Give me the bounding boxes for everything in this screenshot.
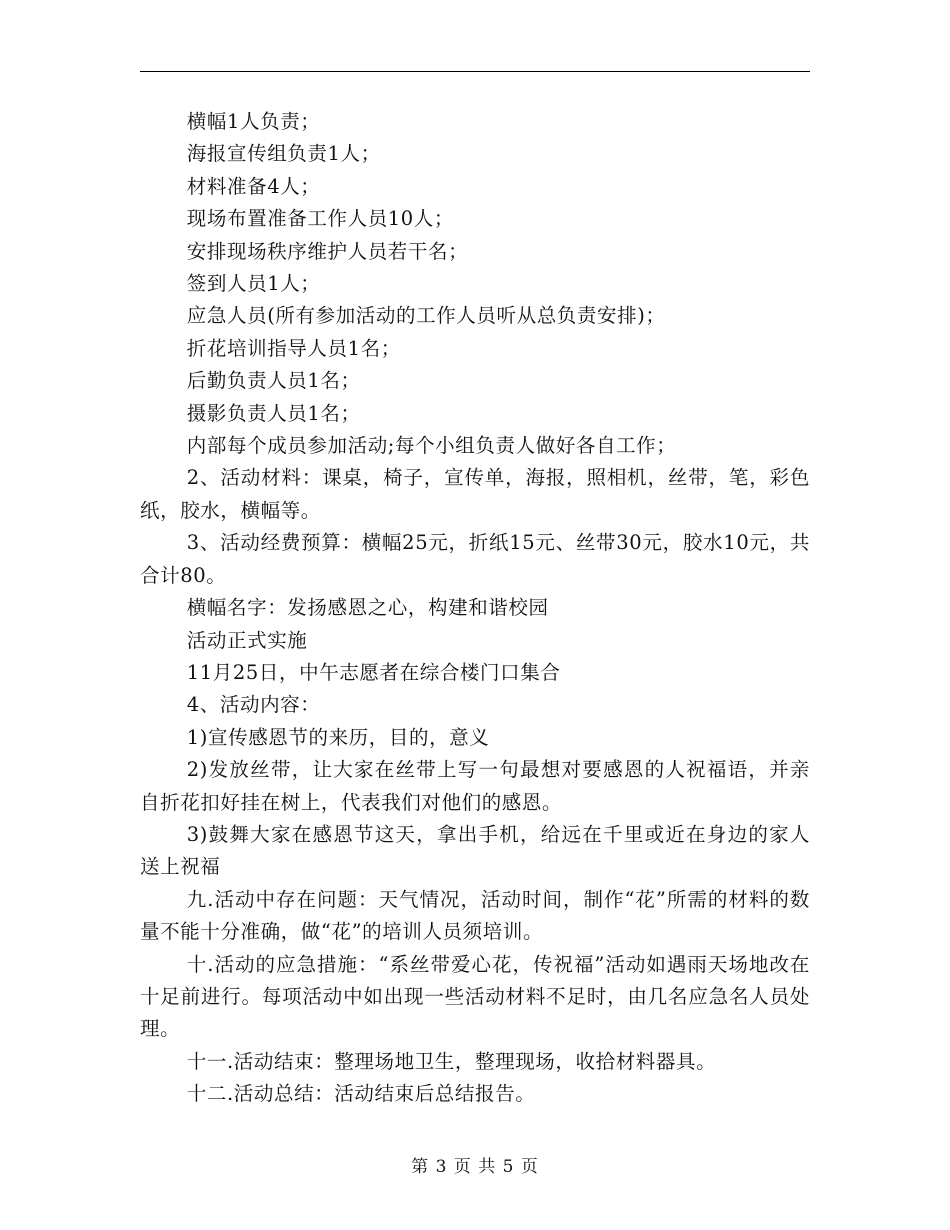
paragraph: 安排现场秩序维护人员若干名； [186, 239, 469, 263]
paragraph: 摄影负责人员1名； [186, 401, 361, 425]
paragraph: 现场布置准备工作人员10人； [186, 207, 455, 231]
paragraph: 材料准备4人； [186, 174, 321, 198]
paragraph: 2、活动材料：课桌，椅子，宣传单，海报，照相机，丝带，笔，彩色纸，胶水，横幅等。 [140, 466, 810, 522]
paragraph: 应急人员(所有参加活动的工作人员听从总负责安排)； [186, 304, 666, 328]
paragraph: 九.活动中存在问题：天气情况，活动时间，制作“花”所需的材料的数量不能十分准确，做“花”的培训人员须培训。 [140, 887, 810, 944]
paragraph: 折花培训指导人员1名； [186, 336, 401, 360]
paragraph: 后勤负责人员1名； [186, 369, 361, 393]
paragraph: 3)鼓舞大家在感恩节这天，拿出手机，给远在千里或近在身边的家人送上祝福 [140, 822, 810, 879]
paragraph: 海报宣传组负责1人； [186, 142, 381, 166]
paragraph: 3、活动经费预算：横幅25元，折纸15元、丝带30元，胶水10元，共合计80。 [140, 531, 810, 587]
paragraph: 内部每个成员参加活动;每个小组负责人做好各自工作； [186, 434, 677, 458]
paragraph: 4、活动内容： [186, 693, 321, 717]
paragraph: 横幅名字：发扬感恩之心，构建和谐校园 [186, 596, 549, 620]
paragraph: 十二.活动总结：活动结束后总结报告。 [186, 1082, 536, 1106]
paragraph: 活动正式实施 [186, 628, 308, 652]
document-body [140, 106, 810, 1111]
paragraph: 1)宣传感恩节的来历，目的，意义 [186, 725, 490, 749]
paragraph: 横幅1人负责； [186, 110, 321, 133]
paragraph: 签到人员1人； [186, 272, 321, 296]
paragraph: 2)发放丝带，让大家在丝带上写一句最想对要感恩的人祝福语，并亲自折花扣好挂在树上，代表我们对他们的感恩。 [140, 758, 810, 814]
header-rule [140, 71, 810, 72]
paragraph: 十一.活动结束：整理场地卫生，整理现场，收拾材料器具。 [186, 1049, 717, 1073]
page-footer: 第 3 页 共 5 页 [411, 1157, 539, 1177]
paragraph: 11月25日，中午志愿者在综合楼门口集合 [186, 660, 561, 684]
paragraph: 十.活动的应急措施：“系丝带爱心花，传祝福”活动如遇雨天场地改在十足前进行。每项活动中如出现一些活动材料不足时，由几名应急名人员处理。 [140, 952, 810, 1041]
